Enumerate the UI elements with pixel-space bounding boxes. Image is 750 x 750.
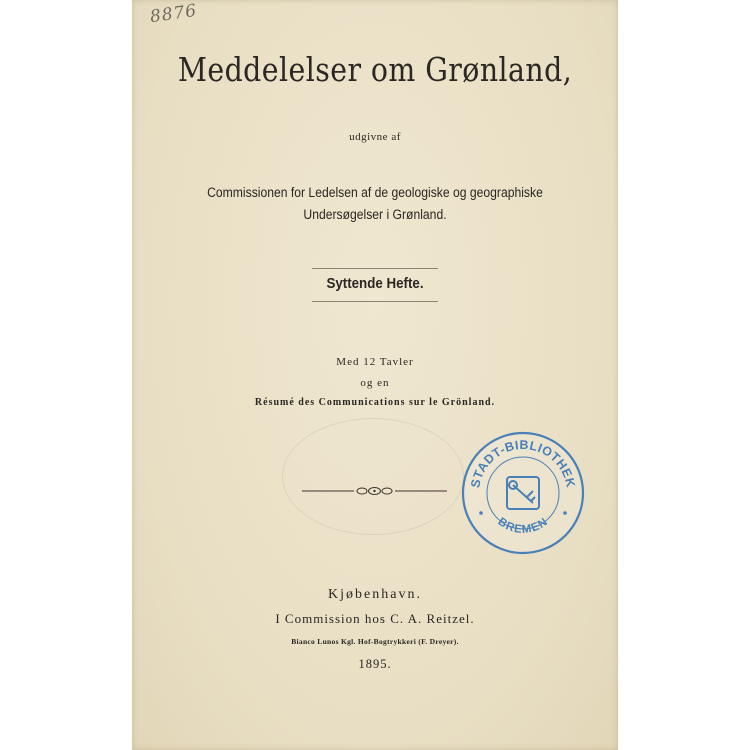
top-divider (312, 268, 438, 269)
resume-note: Résumé des Communications sur le Grönland. (254, 397, 496, 408)
bottom-divider (312, 301, 438, 302)
imprint-agent: I Commission hos C. A. Reitzel. (275, 611, 475, 626)
issue-label: Syttende Hefte. (326, 276, 424, 292)
page-title: Meddelelser om Grønland, (177, 50, 573, 89)
title-page (132, 0, 618, 750)
library-stamp (457, 427, 589, 559)
imprint-place: Kjøbenhavn. (328, 587, 422, 602)
stamp-top-text: STADT-BIBLIOTHEK (468, 437, 578, 489)
conjunction-text: og en (360, 377, 390, 389)
plates-note: Med 12 Tavler (336, 356, 414, 368)
imprint-printer: Bianco Lunos Kgl. Hof-Bogtrykkeri (F. Dreyer). (291, 637, 459, 646)
commission-statement (156, 182, 593, 226)
publisher-intro: udgivne af (349, 131, 401, 143)
handwritten-shelfmark: 8876 (148, 0, 199, 28)
commission-line: Commissionen for Ledelsen af de geologiske og geographiske (207, 185, 543, 200)
faint-stamp-ghost (282, 418, 464, 535)
stamp-bottom-text: BREMEN (495, 515, 551, 537)
imprint-year: 1895. (358, 657, 392, 671)
commission-line: Undersøgelser i Grønland. (303, 207, 447, 222)
ornament-divider-icon (302, 483, 447, 499)
